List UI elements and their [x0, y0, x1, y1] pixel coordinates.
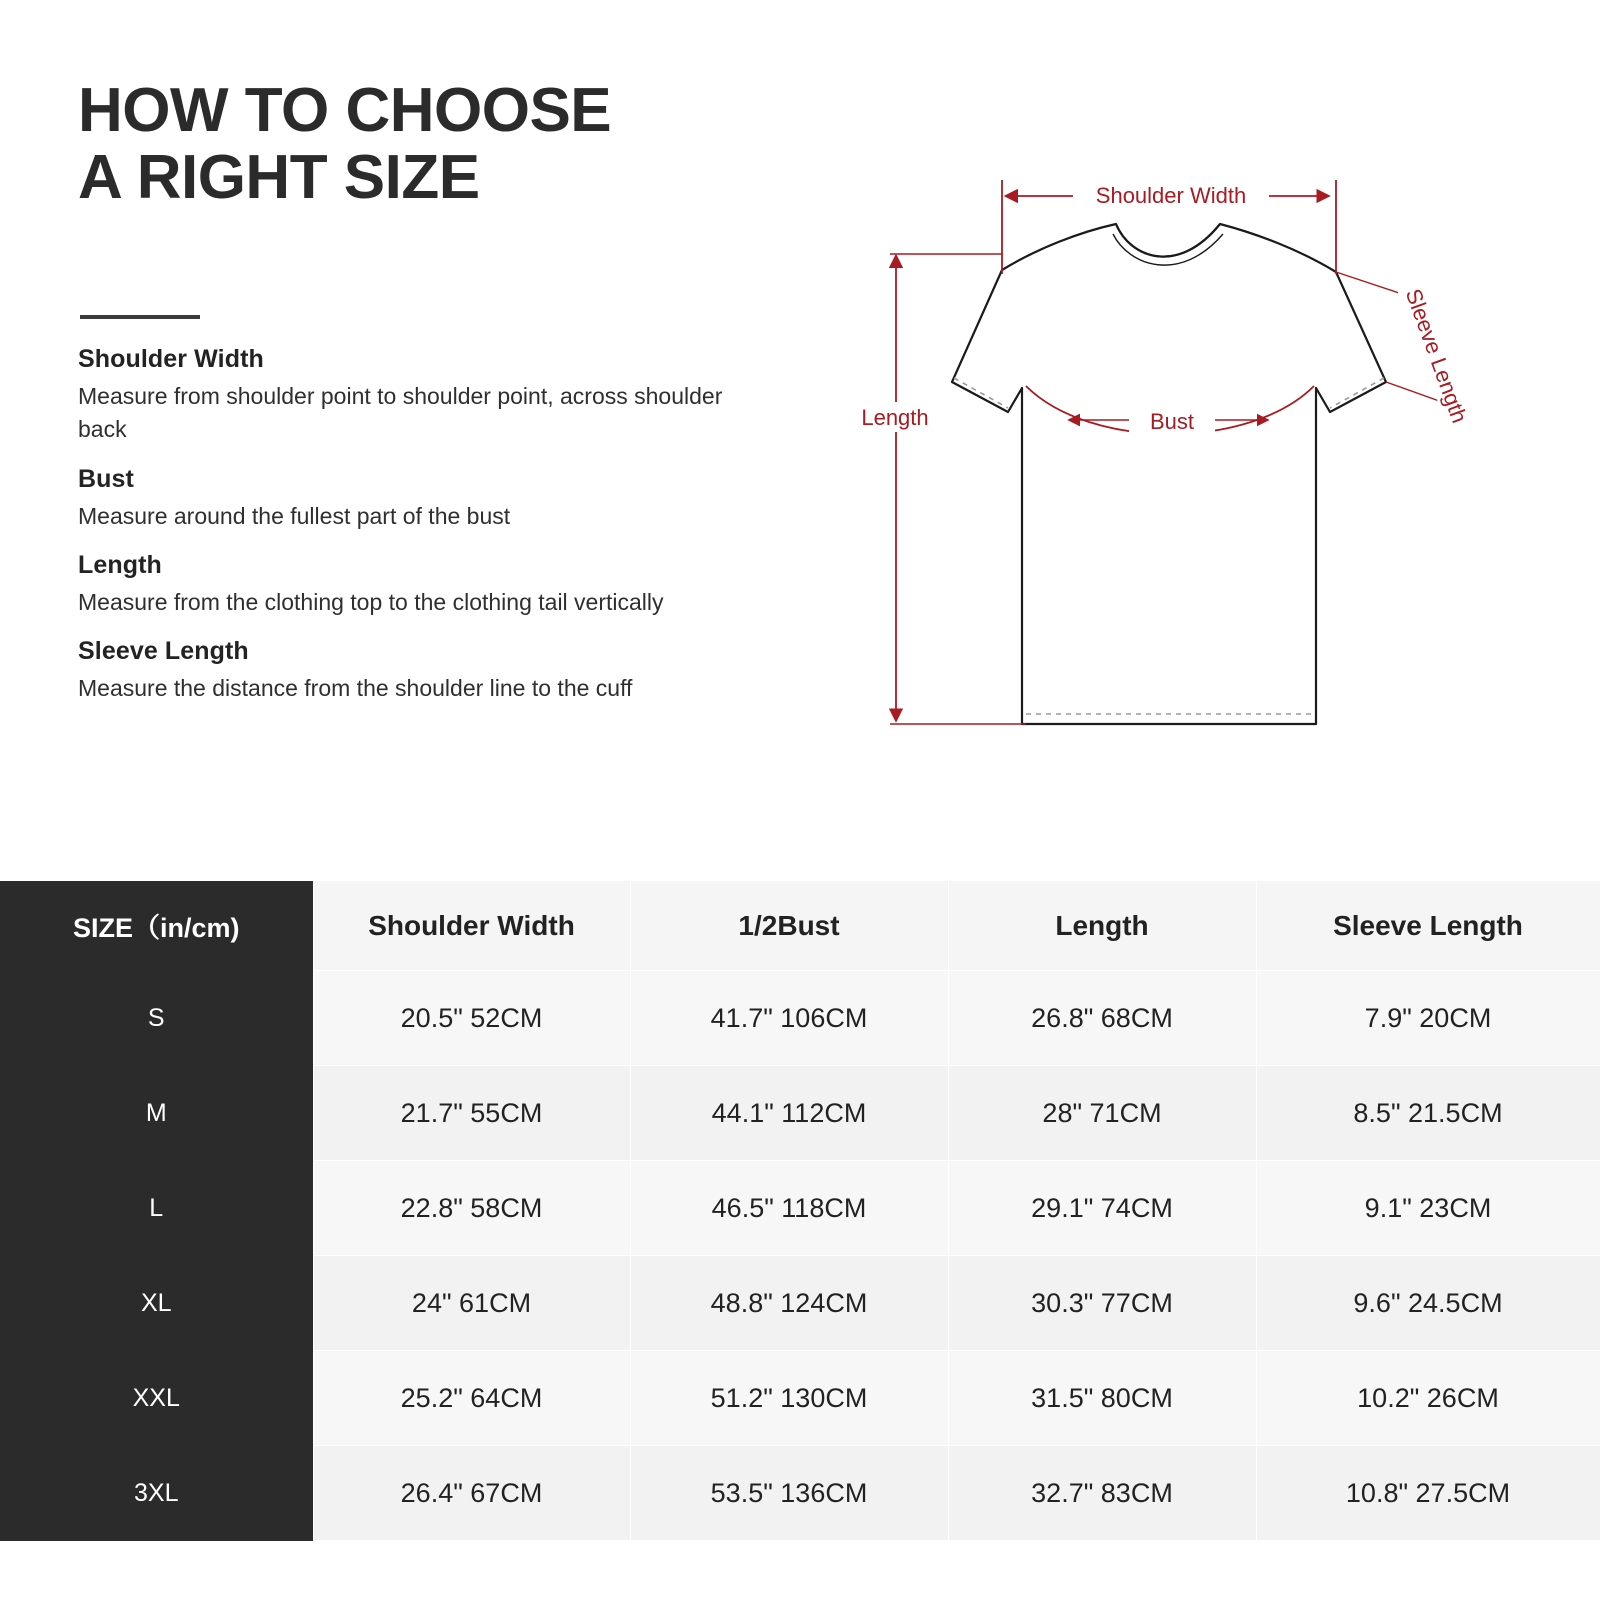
- tshirt-outline: [952, 224, 1386, 724]
- definition-term: Length: [78, 551, 162, 580]
- cell-size: XL: [0, 1256, 313, 1351]
- table-row: [0, 1161, 1600, 1256]
- tshirt-measurement-diagram: [830, 150, 1530, 850]
- cell-size: M: [0, 1066, 313, 1161]
- label-bust: Bust: [1149, 409, 1195, 434]
- cell-sleeve: 8.5" 21.5CM: [1256, 1066, 1600, 1161]
- cell-length: 28" 71CM: [948, 1066, 1256, 1161]
- cell-shoulder: 24" 61CM: [313, 1256, 630, 1351]
- column-header-size: SIZE（in/cm): [0, 881, 313, 971]
- size-chart-table: [0, 880, 1600, 1600]
- definition-shoulder-width: [78, 345, 818, 447]
- definition-term: Sleeve Length: [78, 637, 249, 666]
- definition-term: Bust: [78, 464, 134, 493]
- cell-length: 26.8" 68CM: [948, 971, 1256, 1066]
- cell-length: 31.5" 80CM: [948, 1351, 1256, 1446]
- cell-bust: 48.8" 124CM: [630, 1256, 948, 1351]
- cell-shoulder: 20.5" 52CM: [313, 971, 630, 1066]
- definition-term: Shoulder Width: [78, 345, 264, 373]
- cell-bust: 46.5" 118CM: [630, 1161, 948, 1256]
- definition-bust: [78, 465, 818, 533]
- column-header-half-bust: 1/2Bust: [630, 881, 948, 971]
- cell-bust: 53.5" 136CM: [630, 1446, 948, 1541]
- page-title-line1: HOW TO CHOOSE: [78, 76, 612, 145]
- cell-shoulder: 25.2" 64CM: [313, 1351, 630, 1446]
- table-row: [0, 1066, 1600, 1161]
- definition-sleeve-length: [78, 637, 818, 705]
- label-shoulder-width: Shoulder Width: [1095, 183, 1247, 208]
- column-header-length: Length: [948, 881, 1256, 971]
- definition-description: Measure the distance from the shoulder line to the cuff: [78, 675, 633, 702]
- cell-sleeve: 10.8" 27.5CM: [1256, 1446, 1600, 1541]
- table-header-row: [0, 881, 1600, 971]
- cell-size: XXL: [0, 1351, 313, 1446]
- cell-size: L: [0, 1161, 313, 1256]
- table-row: [0, 1446, 1600, 1541]
- cell-sleeve: 9.6" 24.5CM: [1256, 1256, 1600, 1351]
- cell-length: 32.7" 83CM: [948, 1446, 1256, 1541]
- definition-description: Measure around the fullest part of the bust: [78, 502, 511, 529]
- definition-length: [78, 551, 818, 619]
- column-header-sleeve-length: Sleeve Length: [1256, 881, 1600, 971]
- label-sleeve-length: Sleeve Length: [1400, 285, 1473, 427]
- cell-length: 29.1" 74CM: [948, 1161, 1256, 1256]
- cell-shoulder: 26.4" 67CM: [313, 1446, 630, 1541]
- column-header-shoulder-width: Shoulder Width: [313, 881, 630, 971]
- definitions-list: [78, 345, 818, 724]
- cell-shoulder: 22.8" 58CM: [313, 1161, 630, 1256]
- cell-bust: 41.7" 106CM: [630, 971, 948, 1066]
- cell-bust: 51.2" 130CM: [630, 1351, 948, 1446]
- cell-sleeve: 10.2" 26CM: [1256, 1351, 1600, 1446]
- table-row: [0, 971, 1600, 1066]
- definition-description: Measure from shoulder point to shoulder point, across shoulder back: [78, 383, 723, 443]
- table-row: [0, 1256, 1600, 1351]
- cell-size: 3XL: [0, 1446, 313, 1541]
- label-length: Length: [861, 405, 929, 430]
- cell-size: S: [0, 971, 313, 1066]
- cell-bust: 44.1" 112CM: [630, 1066, 948, 1161]
- cell-shoulder: 21.7" 55CM: [313, 1066, 630, 1161]
- cell-sleeve: 7.9" 20CM: [1256, 971, 1600, 1066]
- definition-description: Measure from the clothing top to the clothing tail vertically: [78, 589, 664, 616]
- cell-length: 30.3" 77CM: [948, 1256, 1256, 1351]
- cell-sleeve: 9.1" 23CM: [1256, 1161, 1600, 1256]
- title-divider: [80, 315, 200, 319]
- table-row: [0, 1351, 1600, 1446]
- page-title: [78, 78, 778, 212]
- page-title-line2: A RIGHT SIZE: [78, 142, 480, 212]
